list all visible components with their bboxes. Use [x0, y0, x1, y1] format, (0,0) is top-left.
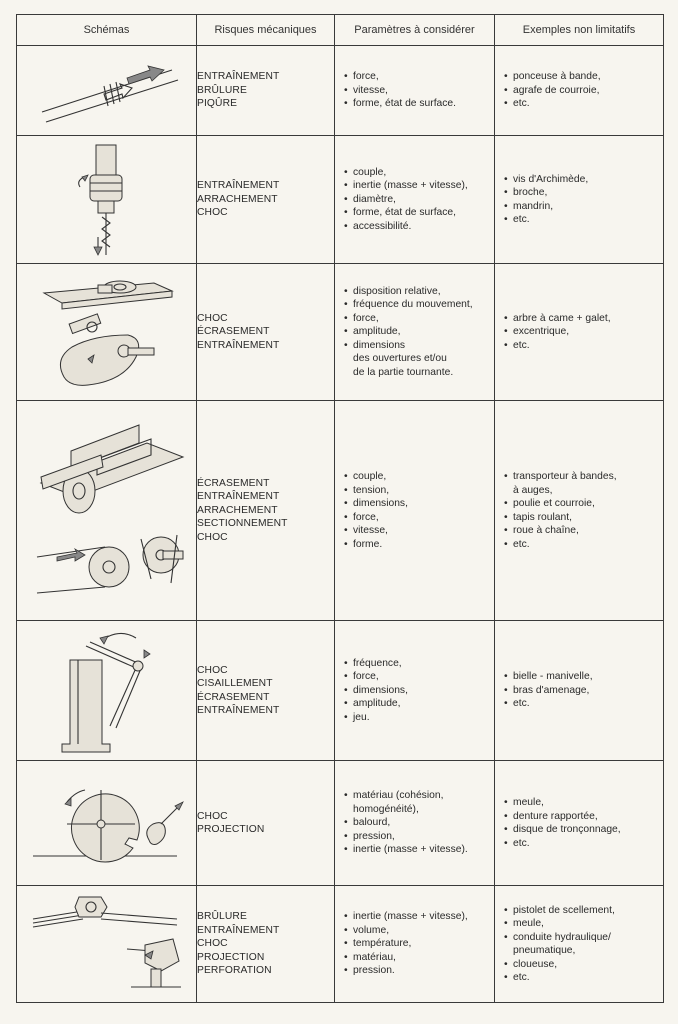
list-item: • amplitude, [344, 325, 492, 339]
list-item: • bras d'amenage, [504, 684, 661, 698]
list-item: • volume, [344, 924, 492, 938]
list-item: • roue à chaîne, [504, 524, 661, 538]
schema-drawing [27, 407, 187, 615]
list-item: • matériau, [344, 951, 492, 965]
list-item: • forme, état de surface, [344, 206, 492, 220]
risk-label: PROJECTION [197, 824, 265, 835]
params-cell [335, 621, 495, 761]
examples-cell [495, 401, 664, 621]
schema-grinding-wheel-projection-illustration [17, 761, 197, 886]
risk-label: SECTIONNEMENT [197, 518, 288, 530]
list-item: • pression. [344, 964, 492, 978]
bullet-list [335, 285, 494, 380]
list-item: • accessibilité. [344, 220, 492, 234]
list-item: • couple, [344, 166, 492, 180]
list-item: • force, [344, 312, 492, 326]
risks-cell [197, 136, 335, 264]
header-examples: Exemples non limitatifs [495, 15, 664, 46]
list-item: • force, [344, 511, 492, 525]
list-item: • disque de tronçonnage, [504, 823, 661, 837]
risk-label: CHOC [197, 312, 228, 324]
list-item: homogénéité), [353, 803, 419, 815]
risks-cell [197, 886, 335, 1003]
risk-label: PROJECTION [197, 951, 265, 963]
list-item: • jeu. [344, 711, 492, 725]
table-row [17, 136, 664, 264]
list-item: • bielle - manivelle, [504, 670, 661, 684]
risk-label: CHOC [197, 207, 228, 219]
table-row [17, 46, 664, 136]
examples-cell [495, 136, 664, 264]
schema-drawing [32, 626, 182, 756]
risk-label: ARRACHEMENT [197, 193, 278, 205]
bullet-list [495, 670, 663, 711]
risk-label: ÉCRASEMENT [197, 326, 270, 338]
list-item: • meule, [504, 917, 661, 931]
list-item: • amplitude, [344, 697, 492, 711]
risk-label: CHOC [197, 531, 228, 543]
list-item: • mandrin, [504, 200, 661, 214]
list-item: • etc. [504, 339, 661, 353]
risk-label: CHOC [197, 664, 228, 676]
schema-nail-gun-hydraulic-illustration [17, 886, 197, 1003]
list-item: à auges, [513, 484, 553, 496]
bullet-list [335, 470, 494, 551]
list-item: • température, [344, 937, 492, 951]
schema-crank-connecting-rod-illustration [17, 621, 197, 761]
bullet-list [335, 910, 494, 978]
list-item: • force, [344, 670, 492, 684]
examples-cell [495, 621, 664, 761]
list-item: • dimensions, [344, 684, 492, 698]
list-item: • conduite hydraulique/ [504, 931, 661, 945]
schema-cam-follower-illustration [17, 264, 197, 401]
list-item: • fréquence, [344, 657, 492, 671]
header-params: Paramètres à considérer [335, 15, 495, 46]
risk-label: ENTRAÎNEMENT [197, 491, 280, 503]
list-item: • diamètre, [344, 193, 492, 207]
header-schemas: Schémas [17, 15, 197, 46]
risks-cell [197, 264, 335, 401]
risk-label: ENTRAÎNEMENT [197, 180, 280, 192]
examples-cell [495, 886, 664, 1003]
list-item: des ouvertures et/ou [353, 353, 447, 365]
list-item: • tapis roulant, [504, 511, 661, 525]
risk-label: ÉCRASEMENT [197, 691, 270, 703]
list-item: • inertie (masse + vitesse). [344, 843, 492, 857]
risks-cell [197, 761, 335, 886]
risk-label: ENTRAÎNEMENT [197, 924, 280, 936]
risk-label: CISAILLEMENT [197, 678, 273, 689]
list-item: • etc. [504, 837, 661, 851]
bullet-list [335, 166, 494, 234]
risk-label: CHOC [197, 810, 228, 822]
schema-drawing [27, 768, 187, 878]
mechanical-risks-table [16, 14, 664, 1003]
risks-cell [197, 46, 335, 136]
list-item: • pression, [344, 830, 492, 844]
schema-drawing [27, 889, 187, 999]
list-item: • denture rapportée, [504, 810, 661, 824]
bullet-list [495, 904, 663, 985]
examples-cell [495, 46, 664, 136]
list-item: • dimensions, [344, 497, 492, 511]
list-item: • vitesse, [344, 524, 492, 538]
schema-conveyor-belt-illustration [17, 401, 197, 621]
list-item: • forme. [344, 538, 492, 552]
params-cell [335, 136, 495, 264]
list-item: • arbre à came + galet, [504, 312, 661, 326]
list-item: • balourd, [344, 816, 492, 830]
list-item: • broche, [504, 186, 661, 200]
list-item: • vitesse, [344, 84, 492, 98]
risk-label: ENTRAÎNEMENT [197, 339, 280, 351]
examples-cell [495, 761, 664, 886]
list-item: • inertie (masse + vitesse), [344, 179, 492, 193]
schema-drill-chuck-illustration [17, 136, 197, 264]
list-item: • etc. [504, 971, 661, 985]
list-item: • forme, état de surface. [344, 97, 492, 111]
params-cell [335, 886, 495, 1003]
bullet-list [495, 70, 663, 111]
params-cell [335, 46, 495, 136]
schema-belt-sander-illustration [17, 46, 197, 136]
list-item: • excentrique, [504, 325, 661, 339]
params-cell [335, 401, 495, 621]
examples-cell [495, 264, 664, 401]
list-item: • agrafe de courroie, [504, 84, 661, 98]
list-item: • etc. [504, 697, 661, 711]
bullet-list [335, 70, 494, 111]
risk-label: ÉCRASEMENT [197, 477, 270, 489]
list-item: • dimensions [344, 339, 492, 353]
list-item: • fréquence du mouvement, [344, 298, 492, 312]
list-item: • transporteur à bandes, [504, 470, 661, 484]
schema-drawing [32, 269, 182, 395]
risk-label: BRÛLURE [197, 84, 247, 96]
list-item: • etc. [504, 213, 661, 227]
list-item: • force, [344, 70, 492, 84]
list-item: • meule, [504, 796, 661, 810]
list-item: • tension, [344, 484, 492, 498]
header-row [17, 15, 664, 46]
list-item: de la partie tournante. [353, 366, 454, 378]
list-item: • inertie (masse + vitesse), [344, 910, 492, 924]
risk-label: ENTRAÎNEMENT [197, 705, 280, 716]
bullet-list [495, 173, 663, 227]
table-row [17, 761, 664, 886]
list-item: pneumatique, [513, 945, 576, 956]
risk-label: ARRACHEMENT [197, 504, 278, 516]
table-row [17, 264, 664, 401]
list-item: • matériau (cohésion, [344, 789, 492, 803]
list-item: • pistolet de scellement, [504, 904, 661, 918]
params-cell [335, 264, 495, 401]
list-item: • etc. [504, 538, 661, 552]
bullet-list [335, 657, 494, 725]
risks-cell [197, 401, 335, 621]
bullet-list [495, 470, 663, 551]
list-item: • couple, [344, 470, 492, 484]
list-item: • poulie et courroie, [504, 497, 661, 511]
bullet-list [495, 796, 663, 850]
header-risks: Risques mécaniques [197, 15, 335, 46]
risk-label: BRÛLURE [197, 911, 247, 923]
list-item: • disposition relative, [344, 285, 492, 299]
bullet-list [335, 789, 494, 857]
table-row [17, 886, 664, 1003]
risk-label: CHOC [197, 938, 228, 950]
table-row [17, 621, 664, 761]
list-item: • cloueuse, [504, 958, 661, 972]
schema-drawing [32, 141, 182, 259]
table-row [17, 401, 664, 621]
bullet-list [495, 312, 663, 353]
list-item: • vis d'Archimède, [504, 173, 661, 187]
list-item: • etc. [504, 97, 661, 111]
risks-cell [197, 621, 335, 761]
risk-label: PIQÛRE [197, 98, 238, 110]
list-item: • ponceuse à bande, [504, 70, 661, 84]
schema-drawing [32, 56, 182, 126]
risk-label: PERFORATION [197, 965, 272, 977]
params-cell [335, 761, 495, 886]
risk-label: ENTRAÎNEMENT [197, 71, 280, 83]
